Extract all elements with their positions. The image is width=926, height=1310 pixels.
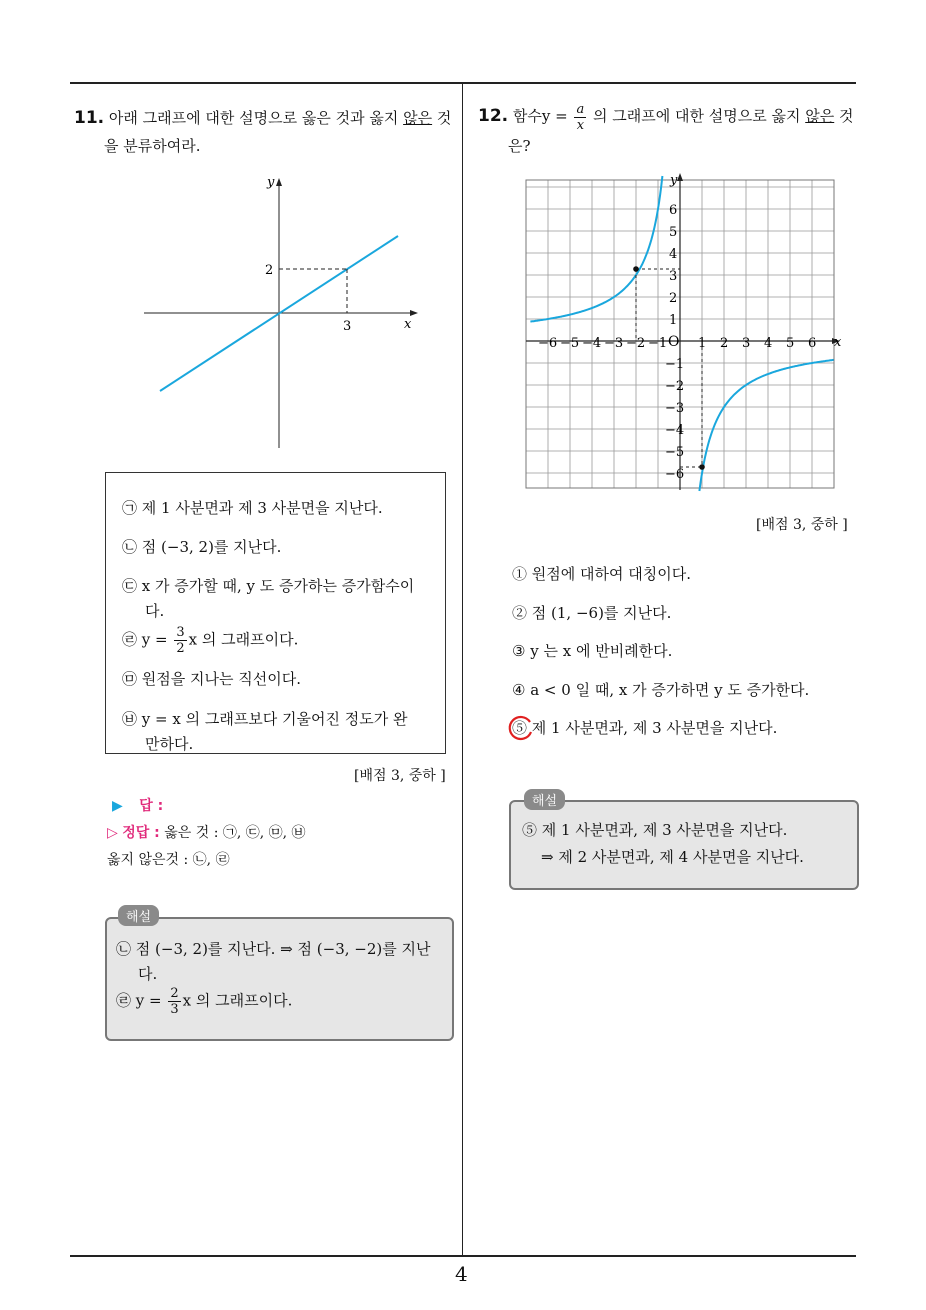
q11-wrong-row: 옳지 않은것 : ㉡, ㉣	[107, 852, 230, 868]
q11-expl-line3-post: x 의 그래프이다.	[182, 991, 293, 1010]
column-divider	[462, 84, 463, 1256]
frac-den: x	[576, 117, 585, 133]
q11-expl-line3	[116, 986, 292, 1017]
q12-explanation-tag: 해설	[524, 789, 565, 810]
q12-graph	[520, 170, 846, 494]
q12-text-post: 의 그래프에 대한 설명으로 옳지	[588, 107, 806, 125]
answer-circle-icon	[506, 714, 534, 742]
frac-num: a	[576, 101, 585, 117]
x-tick-label: 6	[808, 336, 817, 351]
bottom-rule	[70, 1255, 856, 1257]
answer-label: 답 :	[139, 798, 164, 814]
q11-text-1: 아래 그래프에 대한 설명으로 옳은 것과 옳지	[108, 109, 404, 127]
q11-choice-4	[122, 625, 298, 656]
q12-option-4[interactable]: ④ a < 0 일 때, x 가 증가하면 y 도 증가한다.	[512, 681, 810, 699]
correct-text: 옳은 것 : ㉠, ㉢, ㉤, ㉥	[164, 825, 306, 841]
frac-den: 3	[170, 1002, 179, 1017]
x-tick-label: −2	[626, 336, 646, 351]
q11-choice-4-post: x 의 그래프이다.	[188, 630, 299, 649]
y-tick-label: −4	[665, 423, 685, 438]
q12-point-a	[633, 266, 639, 272]
x-tick-label: 5	[786, 336, 795, 351]
y-tick-label: 5	[669, 225, 678, 240]
top-rule	[70, 82, 856, 84]
q12-curve-q2	[530, 176, 662, 322]
q11-expl-line3-pre: ㉣ y =	[116, 991, 162, 1010]
q12-origin-label: O	[668, 334, 680, 350]
x-tick-label: 3	[742, 336, 751, 351]
x-tick-label: 4	[764, 336, 773, 351]
y-tick-label: 6	[669, 203, 678, 218]
q11-correct-row	[107, 822, 306, 842]
y-tick-label: −2	[665, 379, 685, 394]
q12-number: 12.	[478, 106, 509, 126]
q11-explanation-box	[105, 917, 454, 1041]
q12-expl-line2: ⇒ 제 2 사분면과, 제 4 사분면을 지난다.	[541, 848, 804, 866]
q11-choice-1: ㉠ 제 1 사분면과 제 3 사분면을 지난다.	[122, 499, 383, 517]
y-tick-label: −1	[665, 357, 685, 372]
q12-curve-q4	[699, 360, 833, 491]
q12-text-underline: 않은	[805, 107, 835, 125]
q11-score: [배점 3, 중하 ]	[354, 768, 446, 784]
q11-expl-line1: ㉡ 점 (−3, 2)를 지난다. ⇒ 점 (−3, −2)를 지난	[116, 940, 431, 958]
q11-question-line2: 을 분류하여라.	[104, 137, 201, 155]
frac-num: 3	[176, 625, 185, 640]
q11-choice-2: ㉡ 점 (−3, 2)를 지난다.	[122, 538, 282, 556]
frac-den: 2	[176, 641, 185, 656]
correct-marker-icon: ▷	[107, 825, 118, 841]
y-tick-label: −3	[665, 401, 685, 416]
q11-choice-4-frac	[174, 625, 186, 656]
q12-explanation-box	[509, 800, 859, 890]
q12-y-label: y	[670, 173, 678, 188]
q11-expl-line2: 다.	[138, 965, 158, 983]
q12-option-1[interactable]: ① 원점에 대하여 대칭이다.	[512, 565, 691, 583]
y-tick-label: 3	[669, 269, 678, 284]
q11-x-label: x	[404, 317, 412, 332]
x-tick-label: −6	[538, 336, 558, 351]
q11-text-underline: 않은	[403, 109, 433, 127]
q12-option-3[interactable]: ③ y 는 x 에 반비례한다.	[512, 642, 673, 660]
y-tick-label: −6	[665, 467, 685, 482]
q11-text-1b: 것	[432, 109, 452, 127]
frac-num: 2	[170, 986, 179, 1001]
q12-expl-line1: ⑤ 제 1 사분면과, 제 3 사분면을 지난다.	[522, 821, 788, 839]
q11-choice-3: ㉢ x 가 증가할 때, y 도 증가하는 증가함수이	[122, 577, 415, 595]
x-tick-label: 2	[720, 336, 729, 351]
q12-option-2[interactable]: ② 점 (1, −6)를 지난다.	[512, 604, 672, 622]
q12-y-arrow	[677, 173, 683, 181]
page-number: 4	[455, 1262, 468, 1286]
x-tick-label: −1	[648, 336, 668, 351]
q12-frac	[574, 102, 586, 133]
q11-x-arrow	[410, 310, 418, 316]
q11-choice-3b: 다.	[145, 602, 165, 620]
y-tick-label: 1	[669, 313, 678, 328]
q11-choice-4-pre: ㉣ y =	[122, 630, 168, 649]
q12-score: [배점 3, 중하 ]	[756, 517, 848, 533]
q11-choice-6b: 만하다.	[145, 735, 194, 753]
q11-number: 11.	[74, 108, 105, 128]
q11-tick-x: 3	[343, 319, 352, 334]
y-tick-label: −5	[665, 445, 685, 460]
q11-graph	[140, 170, 430, 455]
q11-y-arrow	[276, 178, 282, 186]
q11-tick-y: 2	[265, 263, 274, 278]
x-tick-label: −4	[582, 336, 602, 351]
q11-expl-frac	[168, 986, 180, 1017]
q11-explanation-tag: 해설	[118, 905, 159, 926]
q12-point-b	[699, 464, 705, 470]
x-tick-label: 1	[698, 336, 707, 351]
q11-y-label: y	[267, 175, 275, 190]
y-tick-label: 4	[669, 247, 678, 262]
x-tick-label: −5	[560, 336, 580, 351]
q12-x-label: x	[834, 335, 842, 350]
q11-question	[74, 104, 459, 132]
q11-choice-5: ㉤ 원점을 지나는 직선이다.	[122, 670, 301, 688]
y-tick-label: 2	[669, 291, 678, 306]
q11-choice-6: ㉥ y = x 의 그래프보다 기울어진 정도가 완	[122, 710, 408, 728]
q12-text-pre: 함수y =	[512, 107, 568, 125]
q12-question-line2: 은?	[508, 137, 531, 155]
answer-marker-icon: ▶	[112, 798, 123, 814]
q12-option-5[interactable]: ⑤ 제 1 사분면과, 제 3 사분면을 지난다.	[512, 719, 778, 737]
q12-question	[478, 98, 863, 134]
q11-answer-row	[112, 795, 163, 815]
correct-label: 정답 :	[122, 825, 160, 841]
q12-text-end: 것	[834, 107, 854, 125]
x-tick-label: −3	[604, 336, 624, 351]
